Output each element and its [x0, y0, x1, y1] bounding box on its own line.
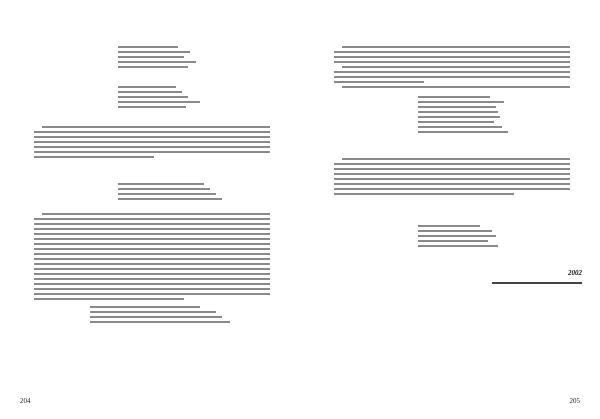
text-line — [334, 188, 570, 190]
text-line — [34, 283, 270, 285]
text-line — [418, 225, 480, 227]
page-number: 204 — [20, 397, 31, 405]
text-line — [334, 76, 570, 78]
text-line — [34, 273, 270, 275]
text-line — [118, 51, 190, 53]
text-line — [342, 158, 570, 160]
text-line — [118, 96, 188, 98]
text-line — [42, 213, 270, 215]
text-line — [418, 96, 490, 98]
left-paragraph-2 — [34, 213, 270, 303]
text-line — [118, 101, 200, 103]
text-line — [418, 126, 502, 128]
text-line — [118, 46, 178, 48]
left-verse-4 — [90, 306, 240, 326]
text-line — [334, 168, 570, 170]
right-page — [300, 0, 600, 419]
text-line — [334, 81, 424, 83]
text-line — [118, 61, 196, 63]
text-line — [418, 240, 488, 242]
text-line — [492, 282, 582, 284]
text-line — [118, 198, 222, 200]
text-line — [334, 56, 570, 58]
text-line — [334, 183, 570, 185]
text-line — [334, 51, 570, 53]
text-line — [118, 66, 188, 68]
text-line — [118, 86, 176, 88]
text-line — [334, 193, 514, 195]
text-line — [34, 248, 270, 250]
text-line — [334, 173, 570, 175]
text-line — [334, 61, 570, 63]
text-line — [90, 306, 200, 308]
text-line — [418, 245, 498, 247]
text-line — [42, 126, 270, 128]
text-line — [34, 228, 270, 230]
text-line — [34, 218, 270, 220]
text-line — [418, 121, 494, 123]
left-verse-3 — [118, 183, 228, 203]
text-line — [334, 178, 570, 180]
text-line — [118, 193, 216, 195]
text-line — [34, 136, 270, 138]
text-line — [418, 116, 500, 118]
right-paragraph-2 — [334, 158, 570, 198]
right-paragraph-1 — [334, 46, 570, 91]
text-line — [34, 278, 270, 280]
text-line — [34, 293, 270, 295]
right-verse-1 — [418, 96, 528, 136]
text-line — [418, 230, 492, 232]
page-number: 205 — [569, 397, 580, 405]
text-line — [334, 71, 570, 73]
text-line — [342, 86, 570, 88]
text-line — [90, 311, 216, 313]
left-paragraph-1 — [34, 126, 270, 161]
text-line — [418, 111, 498, 113]
text-line — [118, 91, 182, 93]
text-line — [34, 146, 270, 148]
left-verse-1 — [118, 46, 208, 71]
left-verse-2 — [118, 86, 208, 111]
text-line — [34, 233, 270, 235]
text-line — [34, 238, 270, 240]
text-line — [118, 56, 184, 58]
text-line — [34, 258, 270, 260]
date: 2002 — [568, 269, 582, 277]
text-line — [342, 46, 570, 48]
text-line — [34, 253, 270, 255]
text-line — [418, 101, 504, 103]
text-line — [34, 263, 270, 265]
text-line — [334, 163, 570, 165]
text-line — [342, 66, 570, 68]
text-line — [418, 131, 508, 133]
text-line — [34, 156, 154, 158]
text-line — [34, 268, 270, 270]
text-line — [34, 288, 270, 290]
right-verse-2 — [418, 225, 528, 250]
text-line — [34, 131, 270, 133]
text-line — [118, 106, 186, 108]
text-line — [418, 235, 496, 237]
text-line — [34, 151, 270, 153]
text-line — [118, 183, 204, 185]
text-line — [90, 316, 222, 318]
text-line — [418, 106, 496, 108]
author-signature — [462, 282, 582, 287]
text-line — [34, 243, 270, 245]
text-line — [118, 188, 210, 190]
text-line — [34, 298, 184, 300]
text-line — [90, 321, 230, 323]
text-line — [34, 141, 270, 143]
text-line — [34, 223, 270, 225]
